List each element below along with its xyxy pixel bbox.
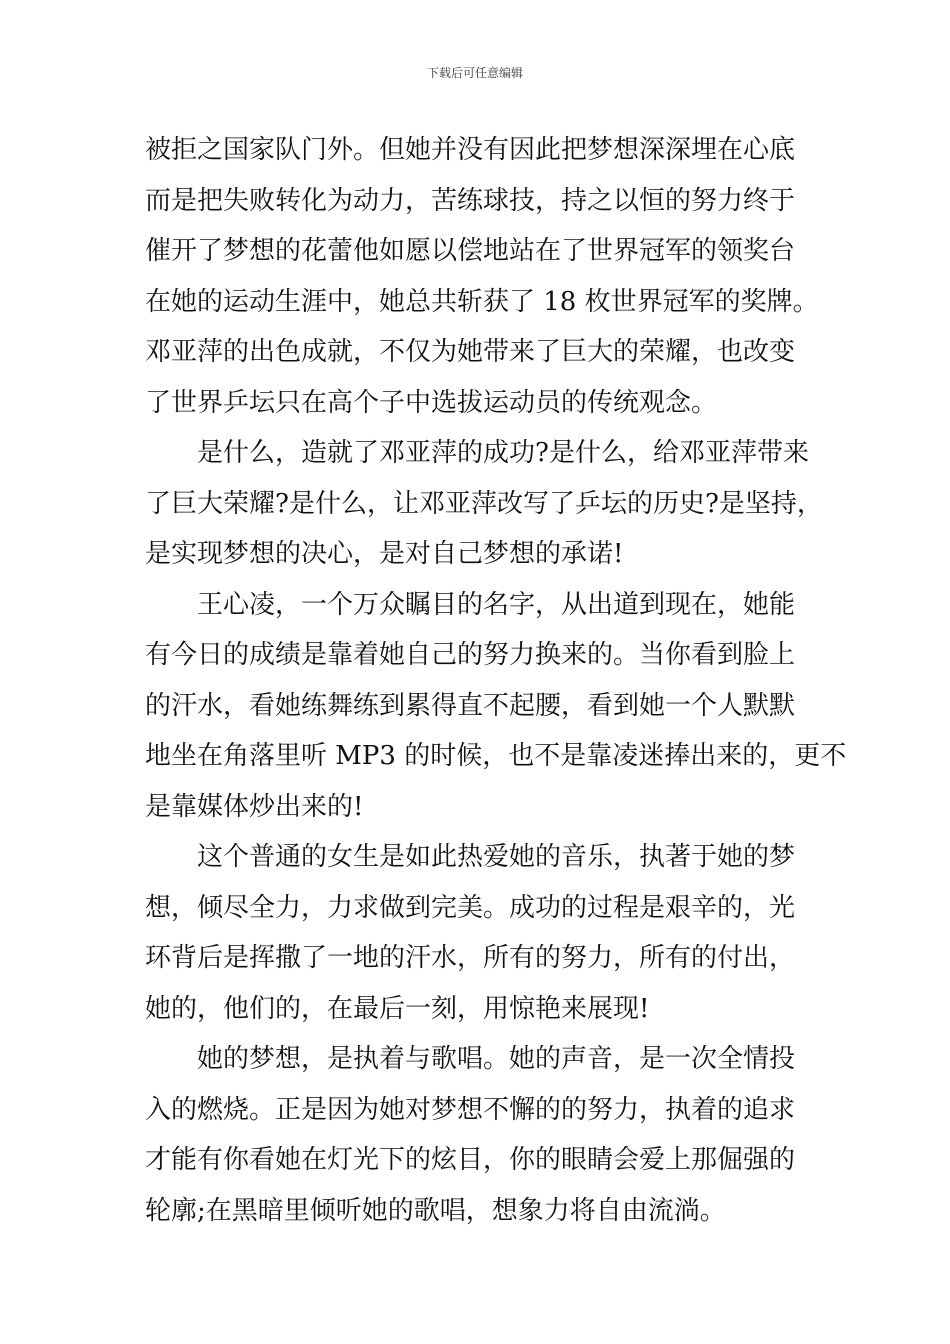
paragraph-start: 她的梦想，是执着与歌唱。她的声音，是一次全情投 xyxy=(197,1044,796,1074)
page-header: 下载后可任意编辑 xyxy=(426,66,523,80)
text-line: 轮廓;在黑暗里倾听她的歌唱，想象力将自由流淌。 xyxy=(145,1195,726,1226)
text-line: 地坐在角落里听 MP3 的时候，也不是靠凌迷捧出来的，更不 xyxy=(145,741,847,771)
text-line: 环背后是挥撒了一地的汗水，所有的努力，所有的付出， xyxy=(145,943,796,973)
text-line: 是实现梦想的决心，是对自己梦想的承诺! xyxy=(145,539,624,569)
text-line: 有今日的成绩是靠着她自己的努力换来的。当你看到脸上 xyxy=(145,640,796,670)
text-line: 她的，他们的，在最后一刻，用惊艳来展现! xyxy=(145,993,650,1024)
paragraph-start: 这个普通的女生是如此热爱她的音乐，执著于她的梦 xyxy=(197,842,796,872)
text-line: 是靠媒体炒出来的! xyxy=(145,791,364,822)
text-line: 才能有你看她在灯光下的炫目，你的眼睛会爱上那倔强的 xyxy=(145,1145,796,1175)
paragraph-start: 王心凌，一个万众瞩目的名字，从出道到现在，她能 xyxy=(197,589,796,620)
text-line: 了世界乒坛只在高个子中选拔运动员的传统观念。 xyxy=(145,387,718,418)
text-line: 想，倾尽全力，力求做到完美。成功的过程是艰辛的，光 xyxy=(145,892,796,923)
text-line: 的汗水，看她练舞练到累得直不起腰，看到她一个人默默 xyxy=(145,690,796,721)
paragraph-start: 是什么，造就了邓亚萍的成功?是什么，给邓亚萍带来 xyxy=(197,438,809,468)
text-line: 入的燃烧。正是因为她对梦想不懈的的努力，执着的追求 xyxy=(145,1094,796,1125)
text-line: 被拒之国家队门外。但她并没有因此把梦想深深埋在心底 xyxy=(145,135,796,165)
text-line: 在她的运动生涯中，她总共斩获了 18 枚世界冠军的奖牌。 xyxy=(145,286,819,317)
text-line: 催开了梦想的花蕾他如愿以偿地站在了世界冠军的领奖台 xyxy=(145,236,796,266)
text-line: 邓亚萍的出色成就，不仅为她带来了巨大的荣耀，也改变 xyxy=(145,337,796,367)
document-body xyxy=(145,125,847,1236)
text-line: 了巨大荣耀?是什么，让邓亚萍改写了乒坛的历史?是坚持， xyxy=(145,488,823,519)
text-line: 而是把失败转化为动力，苦练球技，持之以恒的努力终于 xyxy=(145,185,796,216)
